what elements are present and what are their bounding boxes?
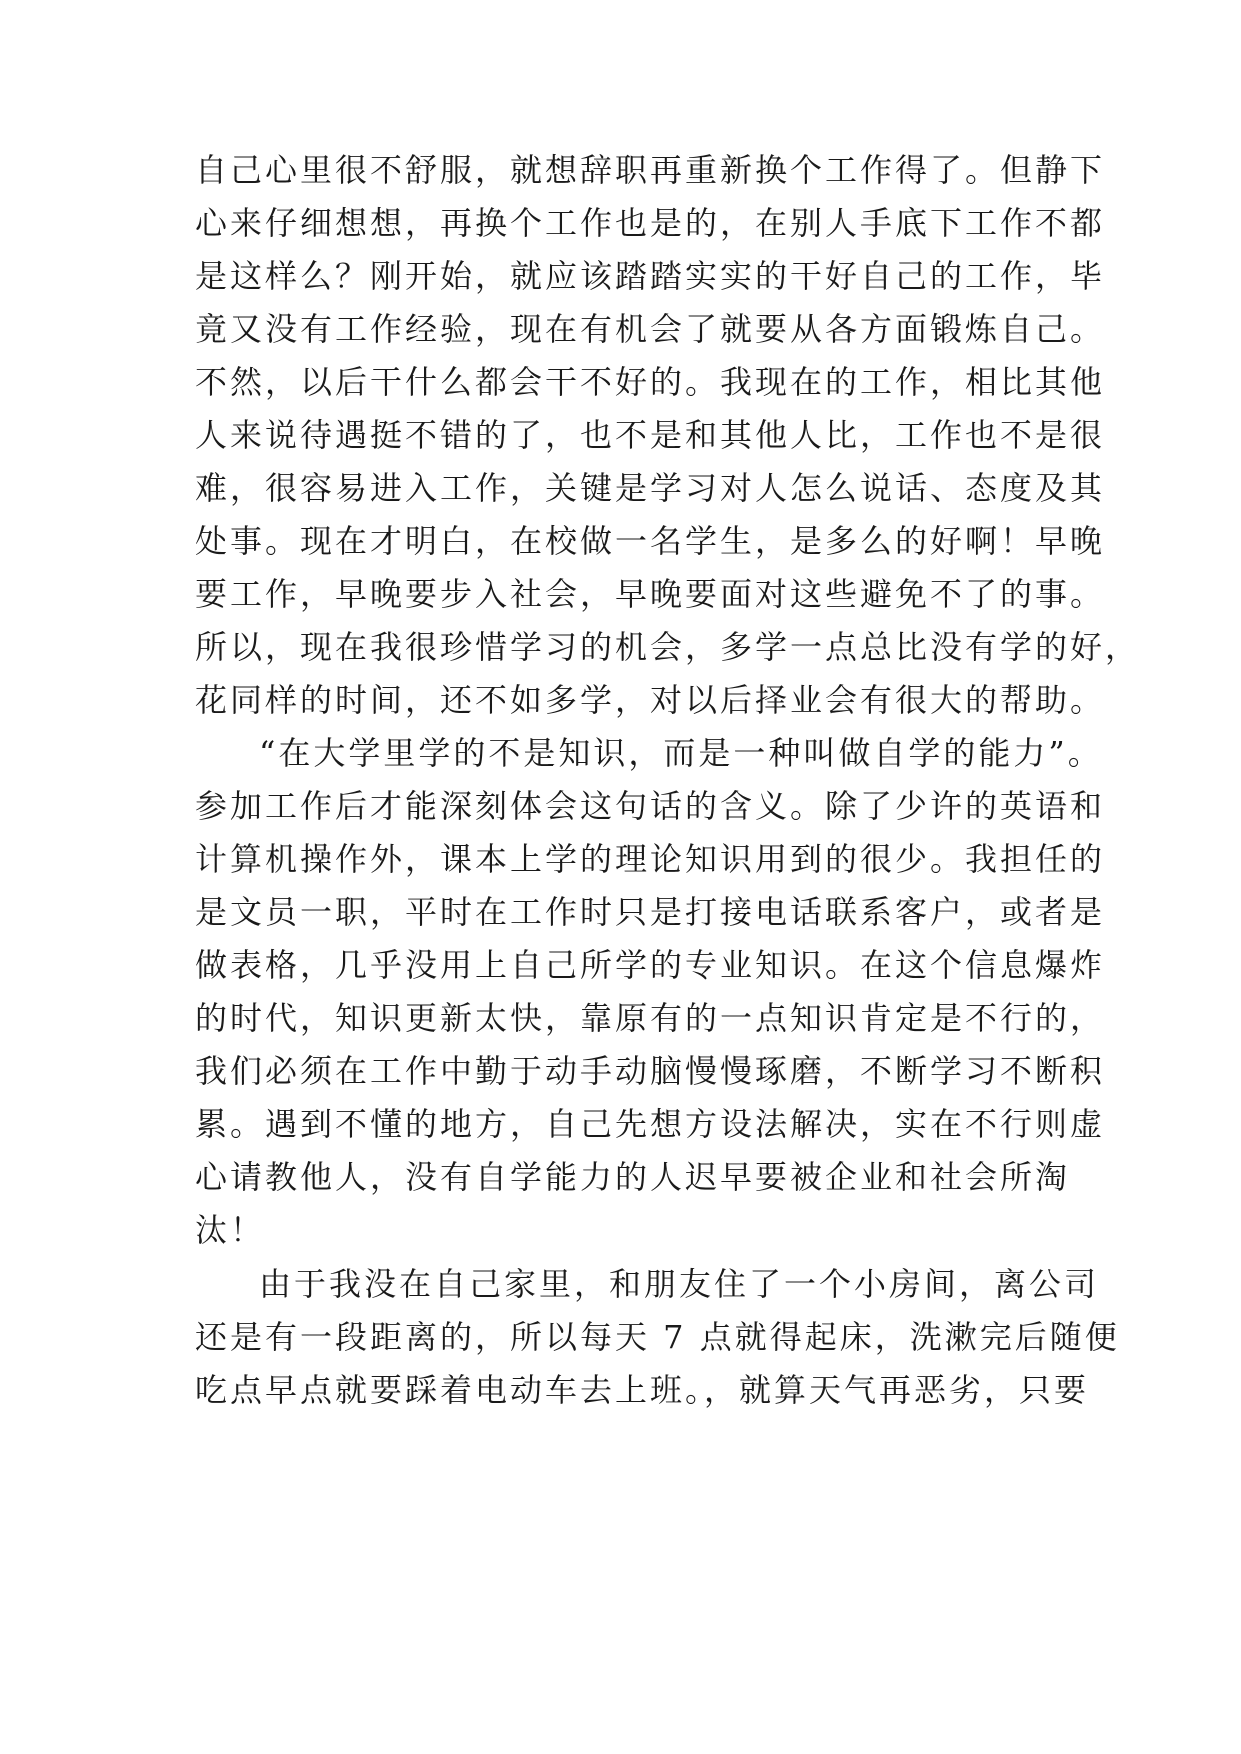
text-line: 花同样的时间，还不如多学，对以后择业会有很大的帮助。 bbox=[195, 681, 1106, 719]
text-line: 还是有一段距离的，所以每天 7 点就得起床，洗漱完后随便 bbox=[195, 1318, 1120, 1356]
text-line: 竟又没有工作经验，现在有机会了就要从各方面锻炼自己。 bbox=[195, 310, 1106, 348]
text-line: 不然，以后干什么都会干不好的。我现在的工作，相比其他 bbox=[195, 363, 1106, 401]
text-line: 要工作，早晚要步入社会，早晚要面对这些避免不了的事。 bbox=[195, 575, 1106, 613]
text-line: 做表格，几乎没用上自己所学的专业知识。在这个信息爆炸 bbox=[195, 946, 1106, 984]
text-line: 处事。现在才明白，在校做一名学生，是多么的好啊！早晚 bbox=[195, 522, 1106, 560]
text-line: 难，很容易进入工作，关键是学习对人怎么说话、态度及其 bbox=[195, 469, 1106, 507]
text-line: 吃点早点就要踩着电动车去上班。，就算天气再恶劣，只要 bbox=[195, 1371, 1090, 1409]
text-line: “在大学里学的不是知识，而是一种叫做自学的能力”。 bbox=[259, 734, 1103, 772]
text-line: 是文员一职，平时在工作时只是打接电话联系客户，或者是 bbox=[195, 893, 1106, 931]
text-line: 所以，现在我很珍惜学习的机会，多学一点总比没有学的好， bbox=[195, 628, 1141, 666]
text-line: 计算机操作外，课本上学的理论知识用到的很少。我担任的 bbox=[195, 840, 1106, 878]
text-line: 心来仔细想想，再换个工作也是的，在别人手底下工作不都 bbox=[195, 204, 1106, 242]
text-line: 心请教他人，没有自学能力的人迟早要被企业和社会所淘 bbox=[195, 1158, 1071, 1196]
text-line: 自己心里很不舒服，就想辞职再重新换个工作得了。但静下 bbox=[195, 151, 1106, 189]
text-line: 的时代，知识更新太快，靠原有的一点知识肯定是不行的， bbox=[195, 999, 1106, 1037]
text-line: 累。遇到不懂的地方，自己先想方设法解决，实在不行则虚 bbox=[195, 1105, 1106, 1143]
text-line: 我们必须在工作中勤于动手动脑慢慢琢磨，不断学习不断积 bbox=[195, 1052, 1106, 1090]
text-line: 汰！ bbox=[195, 1211, 266, 1249]
text-line: 是这样么？刚开始，就应该踏踏实实的干好自己的工作，毕 bbox=[195, 257, 1106, 295]
text-line: 由于我没在自己家里，和朋友住了一个小房间，离公司 bbox=[259, 1265, 1100, 1303]
text-line: 人来说待遇挺不错的了，也不是和其他人比，工作也不是很 bbox=[195, 416, 1106, 454]
text-line: 参加工作后才能深刻体会这句话的含义。除了少许的英语和 bbox=[195, 787, 1106, 825]
